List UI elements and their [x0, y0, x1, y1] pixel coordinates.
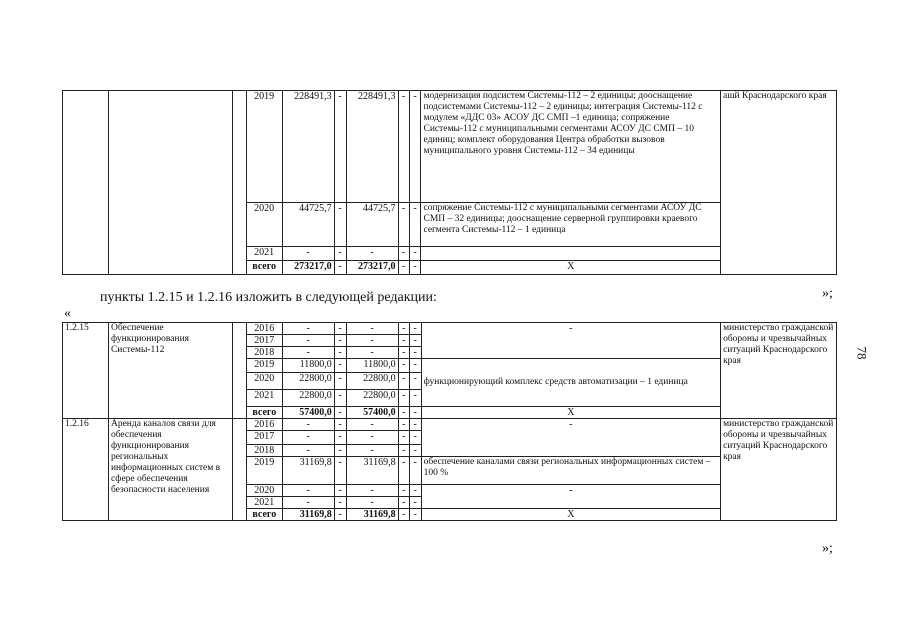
- dash-cell: -: [334, 359, 346, 373]
- total-cell: -: [282, 431, 334, 445]
- dash-cell: -: [334, 419, 346, 431]
- dash-cell: -: [334, 323, 346, 335]
- dash-cell: -: [334, 203, 346, 247]
- dash-cell: -: [398, 509, 409, 521]
- year-cell: 2019: [246, 457, 282, 485]
- dash-cell: -: [409, 445, 421, 457]
- result-dash: -: [421, 485, 720, 509]
- dash-cell: -: [334, 347, 346, 359]
- result-cell: [421, 247, 721, 261]
- blank-cell: [232, 91, 246, 275]
- dash-cell: -: [409, 91, 421, 203]
- dash-cell: -: [409, 359, 421, 373]
- dash-cell: -: [409, 509, 421, 521]
- dash-cell: -: [334, 485, 346, 497]
- value-cell: -: [346, 497, 398, 509]
- value-cell: -: [346, 247, 398, 261]
- year-cell: 2019: [246, 359, 282, 373]
- year-cell: 2020: [246, 373, 282, 390]
- year-cell: 2017: [246, 431, 282, 445]
- year-cell: 2018: [246, 347, 282, 359]
- value-cell: -: [346, 419, 398, 431]
- result-dash: -: [421, 419, 720, 457]
- dash-cell: -: [398, 445, 409, 457]
- result-x: X: [421, 407, 720, 419]
- dash-cell: -: [409, 431, 421, 445]
- dash-cell: -: [409, 485, 421, 497]
- value-cell: -: [346, 347, 398, 359]
- dash-cell: -: [398, 247, 409, 261]
- year-cell: 2017: [246, 335, 282, 347]
- page-number: 78: [854, 346, 870, 360]
- dash-cell: -: [334, 91, 346, 203]
- result-cell: функционирующий комплекс средств автоматизации – 1 единица: [421, 359, 720, 407]
- dash-cell: -: [409, 347, 421, 359]
- dash-cell: -: [398, 497, 409, 509]
- year-cell: 2020: [246, 203, 282, 247]
- dash-cell: -: [334, 261, 346, 275]
- dash-cell: -: [398, 359, 409, 373]
- total-cell: -: [282, 485, 334, 497]
- total-cell: -: [282, 247, 334, 261]
- dash-cell: -: [409, 419, 421, 431]
- year-cell: 2021: [246, 247, 282, 261]
- open-quote: «: [64, 306, 71, 321]
- value-cell: -: [346, 445, 398, 457]
- dash-cell: -: [409, 407, 421, 419]
- dash-cell: -: [398, 419, 409, 431]
- close-quote: »;: [822, 286, 833, 301]
- responsible-cell: министерство гражданской обороны и чрезвычайных ситуаций Краснодарского края: [721, 323, 837, 419]
- dash-cell: -: [409, 497, 421, 509]
- dash-cell: -: [398, 335, 409, 347]
- blank-cell: [232, 419, 246, 521]
- value-cell: 22800,0: [346, 390, 398, 407]
- dash-cell: -: [398, 457, 409, 485]
- dash-cell: -: [398, 407, 409, 419]
- year-cell: 2020: [246, 485, 282, 497]
- value-cell: 228491,3: [346, 91, 398, 203]
- result-x: X: [421, 509, 720, 521]
- dash-cell: -: [334, 247, 346, 261]
- dash-cell: -: [334, 390, 346, 407]
- top-table: [62, 90, 837, 275]
- total-cell: -: [282, 335, 334, 347]
- name-cell: [108, 91, 232, 275]
- item-number: 1.2.15: [63, 323, 109, 419]
- total-cell: 11800,0: [282, 359, 334, 373]
- total-cell: 44725,7: [282, 203, 334, 247]
- dash-cell: -: [398, 203, 409, 247]
- dash-cell: -: [334, 509, 346, 521]
- dash-cell: -: [409, 373, 421, 390]
- total-cell: 273217,0: [282, 261, 334, 275]
- dash-cell: -: [409, 390, 421, 407]
- dash-cell: -: [409, 457, 421, 485]
- value-cell: 44725,7: [346, 203, 398, 247]
- dash-cell: -: [334, 497, 346, 509]
- value-cell: -: [346, 323, 398, 335]
- dash-cell: -: [334, 431, 346, 445]
- value-cell: 22800,0: [346, 373, 398, 390]
- total-cell: 31169,8: [282, 509, 334, 521]
- value-cell: -: [346, 431, 398, 445]
- value-cell: 31169,8: [346, 457, 398, 485]
- year-cell: 2021: [246, 497, 282, 509]
- dash-cell: -: [334, 445, 346, 457]
- total-cell: 57400,0: [282, 407, 334, 419]
- value-cell: 11800,0: [346, 359, 398, 373]
- year-cell: 2021: [246, 390, 282, 407]
- dash-cell: -: [398, 323, 409, 335]
- year-cell: всего: [246, 261, 282, 275]
- item-name: Обеспечение функционирования Системы-112: [108, 323, 232, 419]
- year-cell: 2018: [246, 445, 282, 457]
- year-cell: 2016: [246, 323, 282, 335]
- dash-cell: -: [409, 247, 421, 261]
- value-cell: -: [346, 335, 398, 347]
- year-cell: 2019: [246, 91, 282, 203]
- total-cell: -: [282, 497, 334, 509]
- close-quote: »;: [822, 541, 833, 556]
- main-table: [62, 322, 837, 521]
- value-cell: 31169,8: [346, 509, 398, 521]
- total-cell: -: [282, 419, 334, 431]
- total-cell: -: [282, 445, 334, 457]
- result-x: X: [421, 261, 721, 275]
- responsible-cell: министерство гражданской обороны и чрезвычайных ситуаций Краснодарского края: [721, 419, 837, 521]
- dash-cell: -: [334, 457, 346, 485]
- dash-cell: -: [334, 407, 346, 419]
- result-cell: сопряжение Системы-112 с муниципальными сегментами АСОУ ДС СМП – 32 единицы; дооснащение серверной группировки краевого сегмента Системы-112 – 1 единица: [421, 203, 721, 247]
- dash-cell: -: [409, 203, 421, 247]
- total-cell: 22800,0: [282, 390, 334, 407]
- dash-cell: -: [398, 390, 409, 407]
- dash-cell: -: [409, 335, 421, 347]
- instruction-text: пункты 1.2.15 и 1.2.16 изложить в следующей редакции:: [100, 290, 437, 305]
- num-cell: [63, 91, 109, 275]
- result-cell: модернизация подсистем Системы-112 – 2 единицы; дооснащение подсистемами Системы-112 – 2 единицы; интеграция Системы-112 с модулем «ДДС 03» АСОУ ДС СМП –1 единица; сопряжение Системы-112 с муниципальными сегментами АСОУ ДС СМП – 10 единиц; комплект оборудования Центра обработки вызовов муниципального уровня Системы-112 – 34 единицы: [421, 91, 721, 203]
- total-cell: -: [282, 347, 334, 359]
- dash-cell: -: [398, 261, 409, 275]
- dash-cell: -: [398, 431, 409, 445]
- total-cell: 228491,3: [282, 91, 334, 203]
- responsible-cell: ашй Краснодарского края: [721, 91, 837, 275]
- total-cell: 31169,8: [282, 457, 334, 485]
- dash-cell: -: [334, 335, 346, 347]
- dash-cell: -: [409, 323, 421, 335]
- year-cell: 2016: [246, 419, 282, 431]
- blank-cell: [232, 323, 246, 419]
- value-cell: -: [346, 485, 398, 497]
- dash-cell: -: [398, 485, 409, 497]
- year-cell: всего: [246, 509, 282, 521]
- item-name: Аренда каналов связи для обеспечения функционирования региональных информационных систем в сфере обеспечения безопасности населения: [108, 419, 232, 521]
- value-cell: 57400,0: [346, 407, 398, 419]
- total-cell: -: [282, 323, 334, 335]
- result-dash: -: [421, 323, 720, 359]
- year-cell: всего: [246, 407, 282, 419]
- item-number: 1.2.16: [63, 419, 109, 521]
- value-cell: 273217,0: [346, 261, 398, 275]
- dash-cell: -: [409, 261, 421, 275]
- dash-cell: -: [334, 373, 346, 390]
- dash-cell: -: [398, 347, 409, 359]
- dash-cell: -: [398, 373, 409, 390]
- dash-cell: -: [398, 91, 409, 203]
- total-cell: 22800,0: [282, 373, 334, 390]
- result-cell: обеспечение каналами связи региональных информационных систем – 100 %: [421, 457, 720, 485]
